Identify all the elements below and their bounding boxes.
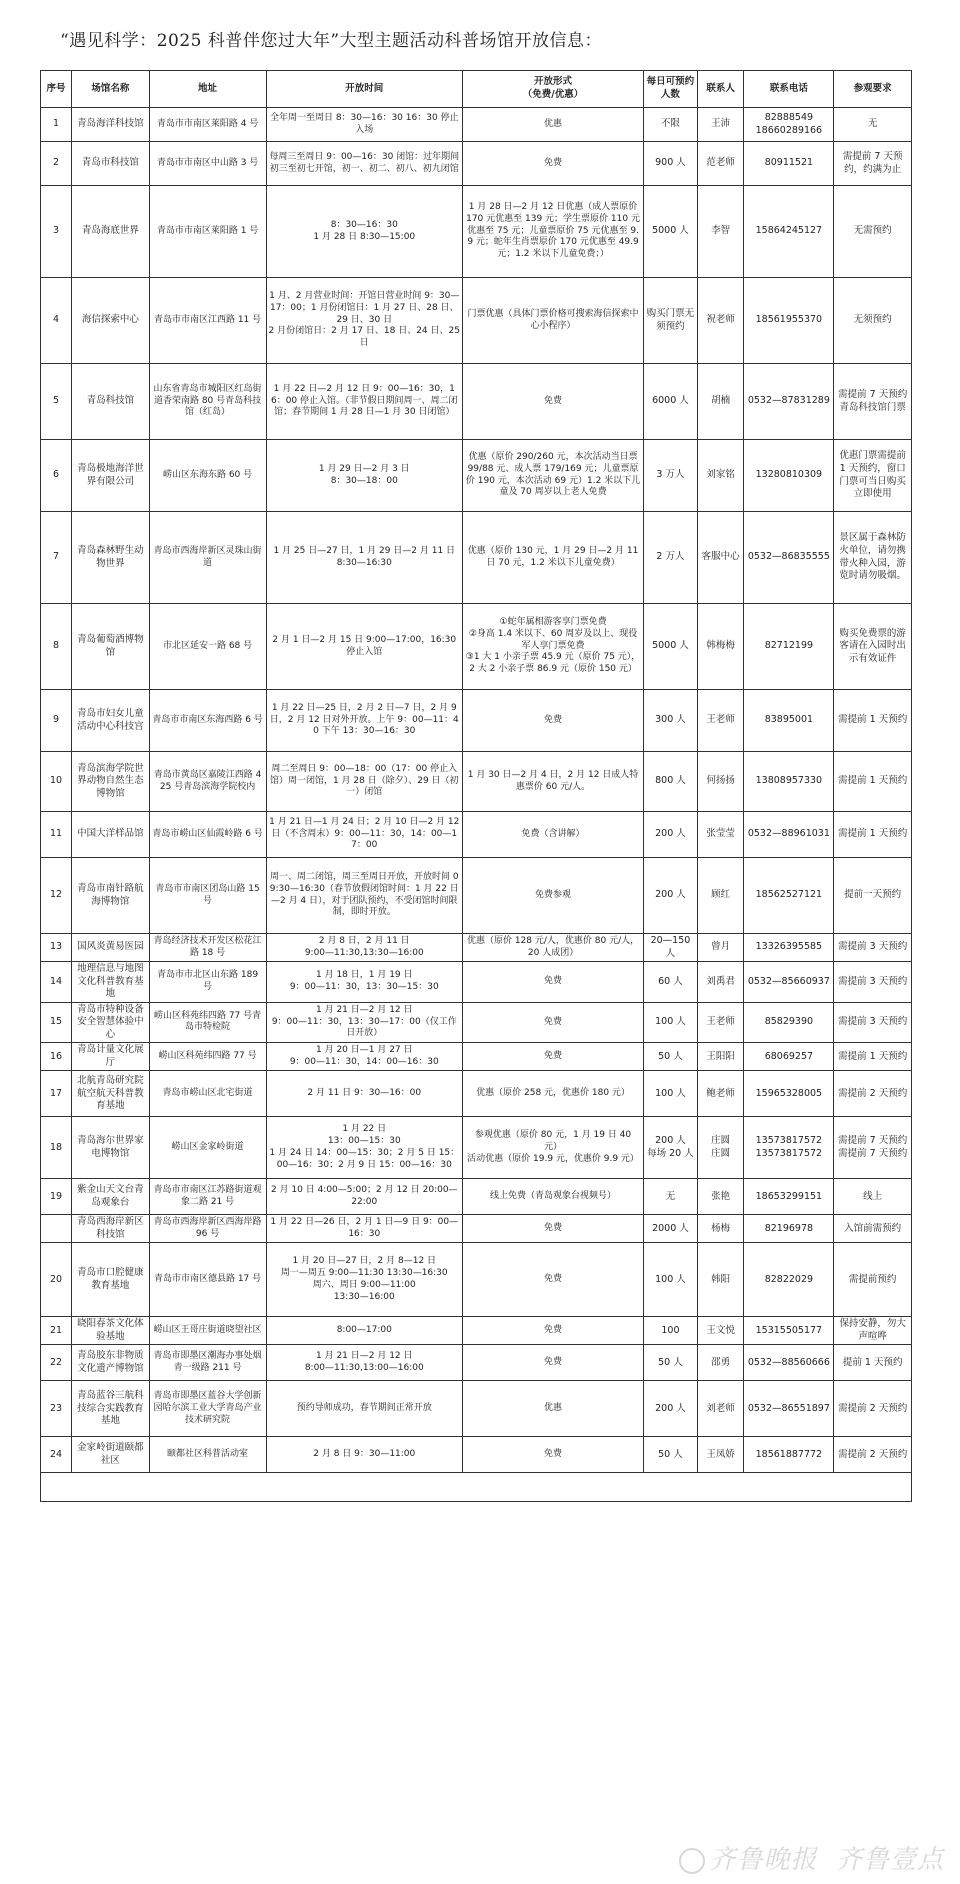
cell-name: 海信探索中心 (72, 278, 150, 364)
cell-no: 16 (41, 1043, 72, 1071)
cell-address: 青岛市崂山区仙霞岭路 6 号 (149, 812, 266, 858)
cell-capacity: 2000 人 (644, 1215, 698, 1243)
cell-no: 8 (41, 604, 72, 690)
cell-contact: 杨梅 (697, 1215, 744, 1243)
table-row (41, 278, 912, 364)
cell-capacity: 200 人 (644, 858, 698, 934)
cell-capacity: 购买门票无须预约 (644, 278, 698, 364)
table-header-row (41, 71, 912, 108)
table-row (41, 812, 912, 858)
cell-no: 9 (41, 690, 72, 752)
cell-name: 青岛市妇女儿童活动中心科技宫 (72, 690, 150, 752)
cell-requirement: 需提前 3 天预约 (834, 962, 912, 1003)
cell-no: 19 (41, 1179, 72, 1215)
cell-contact: 张莹莹 (697, 812, 744, 858)
table-row (41, 1215, 912, 1243)
cell-hours: 周二至周日 9：00—18：00（17：00 停止入馆）周一闭馆，1 月 28 日（除夕）、29 日（初一）闭馆 (266, 752, 463, 812)
page-title: “遇见科学：2025 科普伴您过大年”大型主题活动科普场馆开放信息： (60, 31, 603, 51)
cell-capacity: 100 人 (644, 1243, 698, 1317)
cell-requirement: 需提前 2 天预约 (834, 1071, 912, 1117)
cell-phone: 82822029 (744, 1243, 834, 1317)
header-hours: 开放时间 (266, 71, 463, 108)
cell-name: 青岛森林野生动物世界 (72, 512, 150, 604)
cell-no: 6 (41, 440, 72, 512)
cell-no: 22 (41, 1345, 72, 1381)
cell-address: 崂山区科苑纬四路 77 号 (149, 1043, 266, 1071)
cell-form: 免费 (463, 1345, 644, 1381)
cell-hours: 2 月 10 日 4:00—5:00；2 月 12 日 20:00—22:00 (266, 1179, 463, 1215)
cell-address: 山东省青岛市城阳区红岛街道香荣南路 80 号青岛科技馆（红岛） (149, 364, 266, 440)
table-row (41, 1002, 912, 1043)
cell-hours: 1 月 18 日，1 月 19 日 9：00—11：30，13：30—15：30 (266, 962, 463, 1003)
header-contact: 联系人 (697, 71, 744, 108)
table-row (41, 1179, 912, 1215)
cell-requirement: 提前一天预约 (834, 858, 912, 934)
cell-name: 青岛科技馆 (72, 364, 150, 440)
cell-capacity: 900 人 (644, 142, 698, 186)
table-row (41, 1317, 912, 1345)
table-row (41, 1243, 912, 1317)
cell-form: 1 月 28 日—2 月 12 日优惠（成人票原价 170 元优惠至 139 元；学生票原价 110 元优惠至 75 元；儿童票原价 75 元优惠至 9.9 元；蛇年生肖票原价 170 元优惠至 49.9 元；1.2 米以下儿童免费；） (463, 186, 644, 278)
cell-capacity: 300 人 (644, 690, 698, 752)
cell-address: 崂山区王哥庄街道晓望社区 (149, 1317, 266, 1345)
cell-name: 地理信息与地图文化科普教育基地 (72, 962, 150, 1003)
cell-address: 青岛市市南区莱阳路 4 号 (149, 108, 266, 142)
watermark (679, 1839, 944, 1876)
cell-no: 1 (41, 108, 72, 142)
cell-requirement: 需提前 1 天预约 (834, 1043, 912, 1071)
table-row (41, 604, 912, 690)
cell-phone: 0532—87831289 (744, 364, 834, 440)
cell-address: 青岛市即墨区潮海办事处烟青一级路 211 号 (149, 1345, 266, 1381)
cell-phone: 0532—86551897 (744, 1381, 834, 1437)
cell-hours: 1 月 21 日—1 月 24 日；2 月 10 日—2 月 12 日（不含周末）9：00—11：30，14：00—17：00 (266, 812, 463, 858)
table-row (41, 690, 912, 752)
cell-requirement: 需提前 1 天预约 (834, 752, 912, 812)
cell-no: 13 (41, 934, 72, 962)
cell-form: 免费 (463, 1043, 644, 1071)
cell-phone: 85829390 (744, 1002, 834, 1043)
table-row (41, 512, 912, 604)
cell-name: 中国大洋样品馆 (72, 812, 150, 858)
cell-hours: 周一、周二闭馆，周三至周日开放，开放时间 09:30—16:30（春节放假闭馆时间：1 月 22 日—2 月 4 日），对于团队预约，不受闭馆时间限制，即时开放。 (266, 858, 463, 934)
cell-name: 青岛西海岸新区科技馆 (72, 1215, 150, 1243)
cell-phone: 15864245127 (744, 186, 834, 278)
cell-phone: 83895001 (744, 690, 834, 752)
cell-capacity: 800 人 (644, 752, 698, 812)
table-row (41, 934, 912, 962)
cell-contact: 顾红 (697, 858, 744, 934)
cell-name: 青岛滨海学院世界动物自然生态博物馆 (72, 752, 150, 812)
header-no: 序号 (41, 71, 72, 108)
watermark-right: 齐鲁壹点 (835, 1845, 944, 1875)
cell-phone: 13280810309 (744, 440, 834, 512)
table-row (41, 440, 912, 512)
cell-name: 金家岭街道颐都社区 (72, 1437, 150, 1473)
cell-phone: 15315505177 (744, 1317, 834, 1345)
cell-hours: 全年周一至周日 8：30—16：30 16：30 停止入场 (266, 108, 463, 142)
header-address: 地址 (149, 71, 266, 108)
cell-capacity: 100 人 (644, 1002, 698, 1043)
table-row (41, 142, 912, 186)
cell-contact: 王老师 (697, 690, 744, 752)
cell-hours: 预约导师成功，春节期间正常开放 (266, 1381, 463, 1437)
cell-form: 线上免费（青岛观象台视频号） (463, 1179, 644, 1215)
cell-requirement: 需提前 2 天预约 (834, 1381, 912, 1437)
cell-no: 24 (41, 1437, 72, 1473)
cell-form: 免费 (463, 142, 644, 186)
cell-contact: 庄圆 庄圆 (697, 1117, 744, 1179)
cell-name: 青岛市口腔健康教育基地 (72, 1243, 150, 1317)
cell-contact: 王老师 (697, 1002, 744, 1043)
cell-no: 5 (41, 364, 72, 440)
cell-address: 青岛市市南区德县路 17 号 (149, 1243, 266, 1317)
cell-capacity: 200 人 (644, 812, 698, 858)
cell-hours: 1 月 22 日—2 月 12 日 9：00—16：30，16：00 停止入馆。（非节假日期间周一、周二闭馆；春节期间 1 月 28 日—1 月 30 日闭馆） (266, 364, 463, 440)
cell-phone: 0532—85660937 (744, 962, 834, 1003)
cell-name: 北航青岛研究院航空航天科普教育基地 (72, 1071, 150, 1117)
cell-form: 免费 (463, 1215, 644, 1243)
cell-capacity: 50 人 (644, 1437, 698, 1473)
cell-requirement: 提前 1 天预约 (834, 1345, 912, 1381)
cell-hours: 1 月 22 日 13：00—15：30 1 月 24 日 14：00—15：30；2 月 5 日 15：00—16：30；2 月 9 日 15：00—16：30 (266, 1117, 463, 1179)
cell-contact: 客服中心 (697, 512, 744, 604)
cell-form: 优惠（原价 290/260 元，本次活动当日票 99/88 元、成人票 179/169 元；儿童票原价 190 元，本次活动 69 元）1.2 米以下儿童及 70 周岁以上老人免费 (463, 440, 644, 512)
cell-requirement: 线上 (834, 1179, 912, 1215)
cell-contact: 张艳 (697, 1179, 744, 1215)
cell-no: 15 (41, 1002, 72, 1043)
cell-requirement: 入馆前需预约 (834, 1215, 912, 1243)
cell-form: 免费参观 (463, 858, 644, 934)
table-row (41, 1043, 912, 1071)
cell-capacity: 5000 人 (644, 186, 698, 278)
cell-form: 免费 (463, 364, 644, 440)
cell-requirement: 需提前 7 天预约，约满为止 (834, 142, 912, 186)
cell-phone: 0532—88560666 (744, 1345, 834, 1381)
cell-address: 青岛市西海岸新区灵珠山街道 (149, 512, 266, 604)
table-row (41, 752, 912, 812)
cell-no: 7 (41, 512, 72, 604)
header-name: 场馆名称 (72, 71, 150, 108)
cell-hours: 1 月 20 日—1 月 27 日 9：00—11：30，14：00—16：30 (266, 1043, 463, 1071)
table-row (41, 364, 912, 440)
cell-contact: 祝老师 (697, 278, 744, 364)
cell-contact: 何扬扬 (697, 752, 744, 812)
cell-capacity: 无 (644, 1179, 698, 1215)
cell-form: 免费 (463, 1437, 644, 1473)
cell-capacity: 6000 人 (644, 364, 698, 440)
cell-requirement: 保持安静，勿大声喧哗 (834, 1317, 912, 1345)
cell-address: 青岛市崂山区北宅街道 (149, 1071, 266, 1117)
cell-capacity: 2 万人 (644, 512, 698, 604)
cell-form: 优惠（原价 258 元，优惠价 180 元） (463, 1071, 644, 1117)
cell-hours: 2 月 8 日，2 月 11 日 9:00—11:30,13:30—16:00 (266, 934, 463, 962)
cell-form: 免费 (463, 962, 644, 1003)
cell-name: 青岛海尔世界家电博物馆 (72, 1117, 150, 1179)
header-requirement: 参观要求 (834, 71, 912, 108)
cell-phone: 13573817572 13573817572 (744, 1117, 834, 1179)
cell-no: 4 (41, 278, 72, 364)
cell-form: 参观优惠（原价 80 元，1 月 19 日 40 元） 活动优惠（原价 19.9 元，优惠价 9.9 元） (463, 1117, 644, 1179)
cell-phone: 18561887772 (744, 1437, 834, 1473)
cell-requirement: 无须预约 (834, 278, 912, 364)
cell-requirement: 需提前 3 天预约 (834, 934, 912, 962)
cell-hours: 1 月 29 日—2 月 3 日 8：30—18：00 (266, 440, 463, 512)
cell-requirement: 需提前 7 天预约青岛科技馆门票 (834, 364, 912, 440)
cell-requirement: 需提前预约 (834, 1243, 912, 1317)
cell-capacity: 100 人 (644, 1071, 698, 1117)
cell-address: 崂山区科苑纬四路 77 号青岛市特检院 (149, 1002, 266, 1043)
cell-no: 17 (41, 1071, 72, 1117)
table-row (41, 1345, 912, 1381)
cell-capacity: 不限 (644, 108, 698, 142)
cell-hours: 8:00—17:00 (266, 1317, 463, 1345)
header-capacity: 每日可预约人数 (644, 71, 698, 108)
cell-address: 青岛市西海岸新区西海岸路 96 号 (149, 1215, 266, 1243)
cell-address: 崂山区金家岭街道 (149, 1117, 266, 1179)
cell-form: 免费（含讲解） (463, 812, 644, 858)
cell-name: 青岛蓝谷三航科技综合实践教育基地 (72, 1381, 150, 1437)
cell-name: 青岛计量文化展厅 (72, 1043, 150, 1071)
cell-form: 优惠 (463, 108, 644, 142)
cell-requirement: 需提前 1 天预约 (834, 812, 912, 858)
cell-no: 2 (41, 142, 72, 186)
watermark-left: 齐鲁晚报 (709, 1845, 818, 1875)
cell-name: 青岛市科技馆 (72, 142, 150, 186)
cell-contact: 邵勇 (697, 1345, 744, 1381)
cell-hours: 1 月、2 月营业时间：开馆日营业时间 9：30—17：00；1 月份闭馆日：1 月 27 日、28 日、29 日、30 日 2 月份闭馆日：2 月 17 日、18 日、24 日、25 日 (266, 278, 463, 364)
cell-form: 门票优惠（具体门票价格可搜索海信探索中心小程序） (463, 278, 644, 364)
cell-contact: 王凤娇 (697, 1437, 744, 1473)
cell-capacity: 50 人 (644, 1043, 698, 1071)
cell-capacity: 200 人 每场 20 人 (644, 1117, 698, 1179)
cell-phone: 0532—86835555 (744, 512, 834, 604)
cell-address: 青岛市市南区团岛山路 15 号 (149, 858, 266, 934)
cell-address: 青岛市市南区中山路 3 号 (149, 142, 266, 186)
cell-address: 崂山区东海东路 60 号 (149, 440, 266, 512)
watermark-logo-icon (679, 1848, 705, 1874)
cell-capacity: 50 人 (644, 1345, 698, 1381)
cell-contact: 曾月 (697, 934, 744, 962)
cell-name: 青岛葡萄酒博物馆 (72, 604, 150, 690)
table-row (41, 1117, 912, 1179)
cell-phone: 15965328005 (744, 1071, 834, 1117)
cell-hours: 每周三至周日 9：00—16：30 闭馆：过年期间初三至初七开馆，初一、初二、初八、初九闭馆 (266, 142, 463, 186)
cell-phone: 82712199 (744, 604, 834, 690)
cell-contact: 王沛 (697, 108, 744, 142)
cell-requirement: 购买免费票的游客请在入园时出示有效证件 (834, 604, 912, 690)
cell-name: 青岛海底世界 (72, 186, 150, 278)
cell-phone: 13808957330 (744, 752, 834, 812)
cell-no: 20 (41, 1243, 72, 1317)
cell-hours: 1 月 25 日—27 日，1 月 29 日—2 月 11 日 8:30—16:30 (266, 512, 463, 604)
cell-name: 晓阳春茶文化体验基地 (72, 1317, 150, 1345)
cell-phone: 13326395585 (744, 934, 834, 962)
cell-contact: 王文悦 (697, 1317, 744, 1345)
cell-form: 免费 (463, 690, 644, 752)
table-row (41, 186, 912, 278)
cell-address: 青岛市黄岛区嘉陵江西路 425 号青岛滨海学院校内 (149, 752, 266, 812)
cell-phone: 68069257 (744, 1043, 834, 1071)
cell-phone: 0532—88961031 (744, 812, 834, 858)
cell-no: 18 (41, 1117, 72, 1179)
cell-address: 青岛市市南区江苏路街道观象二路 21 号 (149, 1179, 266, 1215)
cell-capacity: 3 万人 (644, 440, 698, 512)
cell-contact: 刘禹君 (697, 962, 744, 1003)
cell-contact: 韩梅梅 (697, 604, 744, 690)
cell-name: 青岛海洋科技馆 (72, 108, 150, 142)
cell-name: 青岛极地海洋世界有限公司 (72, 440, 150, 512)
cell-form: ①蛇年属相游客享门票免费 ②身高 1.4 米以下、60 周岁及以上、现役军人享门票免费 ③1 大 1 小亲子票 45.9 元（原价 75 元），2 大 2 小亲子票 86.9 元（原价 150 元） (463, 604, 644, 690)
cell-form: 优惠（原价 128 元/人，优惠价 80 元/人，20 人成团） (463, 934, 644, 962)
venue-table (40, 70, 912, 1502)
cell-address: 青岛市市南区江西路 11 号 (149, 278, 266, 364)
cell-no: 10 (41, 752, 72, 812)
cell-requirement: 需提前 2 天预约 (834, 1437, 912, 1473)
cell-capacity: 200 人 (644, 1381, 698, 1437)
cell-phone: 18562527121 (744, 858, 834, 934)
cell-address: 市北区延安一路 68 号 (149, 604, 266, 690)
cell-address: 青岛市市南区东海西路 6 号 (149, 690, 266, 752)
cell-hours: 1 月 21 日—2 月 12 日 9：00—11：30，13：30—17：00（仅工作日开放） (266, 1002, 463, 1043)
cell-name: 青岛胶东非物质文化遗产博物馆 (72, 1345, 150, 1381)
table-row (41, 1381, 912, 1437)
cell-contact: 范老师 (697, 142, 744, 186)
cell-address: 颐都社区科普活动室 (149, 1437, 266, 1473)
cell-phone: 82196978 (744, 1215, 834, 1243)
cell-hours: 1 月 22 日—26 日，2 月 1 日—9 日 9：00—16：30 (266, 1215, 463, 1243)
table-row (41, 1071, 912, 1117)
cell-contact: 王阳阳 (697, 1043, 744, 1071)
cell-hours: 1 月 20 日—27 日，2 月 8—12 日 周一—周五 9:00—11:30 13:30—16:30 周六、周日 9:00—11:00 13:30—16:00 (266, 1243, 463, 1317)
cell-name: 国风炎黄易医园 (72, 934, 150, 962)
cell-requirement: 需提前 1 天预约 (834, 690, 912, 752)
cell-contact: 胡楠 (697, 364, 744, 440)
cell-name: 青岛市特种设备安全智慧体验中心 (72, 1002, 150, 1043)
cell-requirement: 需提前 3 天预约 (834, 1002, 912, 1043)
cell-phone: 80911521 (744, 142, 834, 186)
cell-hours: 2 月 11 日 9：30—16：00 (266, 1071, 463, 1117)
cell-hours: 8：30—16：30 1 月 28 日 8:30—15:00 (266, 186, 463, 278)
table-empty-row (41, 1473, 912, 1502)
header-form: 开放形式 （免费/优惠） (463, 71, 644, 108)
cell-name: 紫金山天文台青岛观象台 (72, 1179, 150, 1215)
cell-name: 青岛市南针路航海博物馆 (72, 858, 150, 934)
cell-no: 12 (41, 858, 72, 934)
table-row (41, 1437, 912, 1473)
cell-hours: 1 月 22 日—25 日，2 月 2 日—7 日，2 月 9 日，2 月 12 日对外开放。上午 9：00—11：40 下午 13：30—16：30 (266, 690, 463, 752)
table-row (41, 108, 912, 142)
cell-requirement: 优惠门票需提前 1 天预约，窗口门票可当日购买立即使用 (834, 440, 912, 512)
cell-contact: 刘家铭 (697, 440, 744, 512)
cell-phone: 18561955370 (744, 278, 834, 364)
cell-no: 21 (41, 1317, 72, 1345)
cell-requirement: 无 (834, 108, 912, 142)
cell-no: 23 (41, 1381, 72, 1437)
cell-capacity: 100 (644, 1317, 698, 1345)
cell-form: 优惠 (463, 1381, 644, 1437)
cell-requirement: 景区属于森林防火单位，请勿携带火种入园，游览时请勿吸烟。 (834, 512, 912, 604)
cell-phone: 82888549 18660289166 (744, 108, 834, 142)
cell-form: 免费 (463, 1317, 644, 1345)
cell-capacity: 20—150 人 (644, 934, 698, 962)
cell-no: 3 (41, 186, 72, 278)
cell-contact: 刘老师 (697, 1381, 744, 1437)
cell-no: 11 (41, 812, 72, 858)
cell-form: 免费 (463, 1002, 644, 1043)
cell-hours: 1 月 21 日—2 月 12 日 8:00—11:30,13:00—16:00 (266, 1345, 463, 1381)
cell-contact: 李智 (697, 186, 744, 278)
cell-requirement: 需提前 7 天预约 需提前 7 天预约 (834, 1117, 912, 1179)
cell-address: 青岛市市南区莱阳路 1 号 (149, 186, 266, 278)
cell-no: 14 (41, 962, 72, 1003)
cell-phone: 18653299151 (744, 1179, 834, 1215)
cell-no (41, 1215, 72, 1243)
table-row (41, 858, 912, 934)
cell-form: 1 月 30 日—2 月 4 日，2 月 12 日成人特惠票价 60 元/人。 (463, 752, 644, 812)
cell-address: 青岛市市北区山东路 189 号 (149, 962, 266, 1003)
cell-form: 免费 (463, 1243, 644, 1317)
cell-requirement: 无需预约 (834, 186, 912, 278)
header-phone: 联系电话 (744, 71, 834, 108)
cell-capacity: 60 人 (644, 962, 698, 1003)
cell-capacity: 5000 人 (644, 604, 698, 690)
cell-hours: 2 月 1 日—2 月 15 日 9:00—17:00，16:30 停止入馆 (266, 604, 463, 690)
cell-form: 优惠（原价 130 元，1 月 29 日—2 月 11 日 70 元，1.2 米以下儿童免费） (463, 512, 644, 604)
cell-contact: 韩阳 (697, 1243, 744, 1317)
cell-address: 青岛经济技术开发区松花江路 18 号 (149, 934, 266, 962)
cell-hours: 2 月 8 日 9：30—11:00 (266, 1437, 463, 1473)
table-row (41, 962, 912, 1003)
cell-contact: 鲍老师 (697, 1071, 744, 1117)
cell-address: 青岛市即墨区蓝谷大学创新园哈尔滨工业大学青岛产业技术研究院 (149, 1381, 266, 1437)
